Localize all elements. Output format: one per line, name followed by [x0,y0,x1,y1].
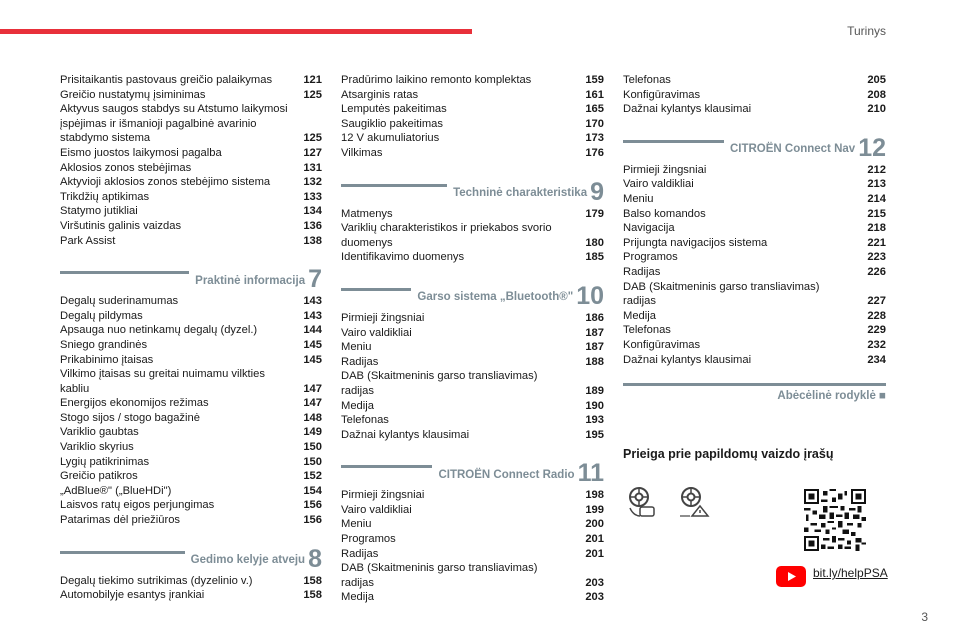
toc-entry-page: 131 [303,161,322,174]
toc-entry-page: 150 [303,441,322,454]
toc-entry-title: DAB (Skaitmeninis garso transliavimas) radijas [341,562,538,589]
toc-entry-page: 138 [303,234,322,247]
toc-entry-title: Vilkimo įtaisas su greitai nuimamu vilkties kabliu [60,368,265,395]
toc-entry-page: 193 [585,414,604,427]
toc-entry-page: 198 [585,489,604,502]
toc-entry-page: 187 [585,341,604,354]
toc-entry-title: Vairo valdikliai [341,503,412,516]
toc-entry-page: 158 [303,574,322,587]
toc-entry-title: Lemputės pakeitimas [341,103,447,116]
toc-entry-title: Balso komandos [623,207,706,220]
toc-group [341,311,604,442]
toc-entry-page: 179 [585,207,604,220]
toc-entry-title: Navigacija [623,222,675,235]
toc-entry-page: 234 [867,353,886,366]
toc-entry-page: 156 [303,499,322,512]
toc-entry-page: 170 [585,117,604,130]
toc-entry[interactable] [60,353,322,368]
youtube-icon[interactable] [776,566,806,587]
toc-entry-page: 226 [867,265,886,278]
toc-entry[interactable] [341,561,604,590]
toc-entry[interactable] [60,455,322,470]
toc-entry[interactable] [623,192,886,207]
toc-entry-title: Meniu [623,192,654,205]
toc-entry-page: 158 [303,589,322,602]
toc-entry[interactable] [623,236,886,251]
toc-entry[interactable] [341,117,604,132]
toc-group [60,73,322,248]
toc-entry-page: 205 [867,74,886,86]
toc-entry-page: 145 [303,338,322,351]
toc-entry-title: Atsarginis ratas [341,88,419,101]
toc-entry-title: Vairo valdikliai [341,326,412,339]
toc-entry-page: 156 [303,514,322,527]
toc-entry[interactable] [341,369,604,398]
toc-entry-title: Radijas [341,547,379,560]
toc-entry[interactable] [623,102,886,117]
chapter-11-header [341,458,604,486]
toc-entry[interactable] [341,102,604,117]
toc-entry-page: 188 [585,355,604,368]
toc-entry-title: Degalų pildymas [60,309,143,322]
chapter-number: 9 [590,177,604,206]
toc-entry-page: 186 [585,311,604,324]
toc-group [341,207,604,265]
toc-entry-page: 190 [585,399,604,412]
toc-entry[interactable] [341,311,604,326]
toc-entry-title: Pradūrimo laikino remonto komplektas [341,74,532,86]
toc-column-2 [341,73,604,605]
toc-entry-page: 145 [303,353,322,366]
toc-entry-page: 203 [585,576,604,589]
toc-entry-title: Greičio patikros [60,470,138,483]
toc-entry[interactable] [341,250,604,265]
toc-entry-page: 232 [867,338,886,351]
toc-entry[interactable] [623,309,886,324]
toc-entry-page: 176 [585,146,604,159]
chapter-8-header [60,544,322,572]
toc-entry-page: 161 [585,88,604,101]
toc-entry-page: 215 [867,207,886,220]
toc-entry-page: 195 [585,428,604,441]
toc-entry-page: 144 [303,324,322,337]
chapter-number: 12 [858,133,886,162]
toc-entry-title: Degalų suderinamumas [60,295,179,308]
toc-entry-page: 125 [303,132,322,145]
toc-entry[interactable] [60,484,322,499]
toc-entry-title: Matmenys [341,207,393,220]
toc-entry[interactable] [60,338,322,353]
toc-entry[interactable] [623,88,886,103]
toc-entry-title: Greičio nustatymų įsiminimas [60,88,206,101]
toc-entry-title: Eismo juostos laikymosi pagalba [60,146,222,159]
toc-entry-page: 121 [303,74,322,86]
toc-entry[interactable] [60,73,322,88]
toc-entry-page: 180 [585,236,604,249]
toc-entry[interactable] [60,102,322,146]
toc-entry-page: 189 [585,384,604,397]
toc-entry[interactable] [623,73,886,88]
toc-entry-title: Variklių charakteristikos ir priekabos svorio duomenys [341,222,552,249]
toc-entry-title: Dažnai kylantys klausimai [623,353,752,366]
toc-entry-title: Aktyvioji aklosios zonos stebėjimo sistema [60,176,271,189]
toc-entry[interactable] [341,399,604,414]
toc-entry-page: 125 [303,88,322,101]
toc-entry[interactable] [60,396,322,411]
toc-entry-page: 173 [585,132,604,145]
extra-videos-title: Prieiga prie papildomų vaizdo įrašų [623,447,834,461]
toc-entry-page: 199 [585,503,604,516]
toc-entry[interactable] [341,207,604,222]
toc-entry-page: 203 [585,591,604,604]
toc-entry[interactable] [341,488,604,503]
toc-entry-page: 143 [303,295,322,308]
toc-entry-page: 213 [867,178,886,191]
toc-entry[interactable] [60,513,322,528]
toc-entry-title: Prisitaikantis pastovaus greičio palaikymas [60,74,273,86]
chapter-12-header [623,133,886,161]
chapter-title[interactable]: Gedimo kelyje atveju [190,554,306,567]
toc-entry-page: 143 [303,309,322,322]
toc-entry-title: Konfigūravimas [623,338,701,351]
toc-entry-title: Variklio gaubtas [60,426,139,439]
toc-entry[interactable] [60,175,322,190]
toc-entry-title: Radijas [341,355,379,368]
toc-entry[interactable] [60,498,322,513]
toc-entry-title: Aklosios zonos stebėjimas [60,161,192,174]
toc-entry-page: 185 [585,251,604,264]
chapter-title[interactable]: CITROËN Connect Nav [729,143,856,156]
toc-entry-title: Pirmieji žingsniai [623,163,707,176]
chapter-number: 10 [576,281,604,310]
qr-code-icon[interactable] [804,489,866,551]
toc-column-3 [623,73,886,405]
toc-entry-title: Konfigūravimas [623,88,701,101]
toc-entry-title: Degalų tiekimo sutrikimas (dyzelinio v.) [60,574,253,587]
toc-entry-title: Telefonas [341,414,389,427]
toc-entry[interactable] [341,221,604,250]
toc-entry-title: DAB (Skaitmeninis garso transliavimas) radijas [623,280,820,308]
toc-entry[interactable] [341,590,604,605]
alphabetical-index-link[interactable]: Abėcėlinė rodyklė ■ [777,390,886,403]
toc-entry[interactable] [623,338,886,353]
header-accent-bar [0,29,472,34]
toc-entry-title: Telefonas [623,324,671,337]
toc-entry-page: 200 [585,518,604,531]
toc-entry-title: Dažnai kylantys klausimai [623,103,752,116]
toc-entry[interactable] [341,88,604,103]
toc-entry-page: 132 [303,176,322,189]
toc-entry-page: 165 [585,103,604,116]
toc-entry-title: Vairo valdikliai [623,178,694,191]
toc-entry-page: 229 [867,324,886,337]
toc-entry-title: Programos [341,533,396,546]
toc-entry[interactable] [60,323,322,338]
toc-entry-title: Identifikavimo duomenys [341,251,465,264]
toc-entry-page: 150 [303,455,322,468]
toc-entry[interactable] [60,309,322,324]
toc-entry-title: Meniu [341,518,372,531]
toc-entry[interactable] [60,219,322,234]
toc-entry[interactable] [60,161,322,176]
toc-group [623,73,886,117]
toc-entry[interactable] [60,294,322,309]
toc-entry-title: Prijungta navigacijos sistema [623,236,768,249]
toc-entry[interactable] [341,517,604,532]
toc-entry-page: 147 [303,397,322,410]
toc-entry-page: 127 [303,146,322,159]
toc-entry-title: Pirmieji žingsniai [341,311,425,324]
help-video-link[interactable]: bit.ly/helpPSA [813,566,888,580]
page-number: 3 [921,610,928,624]
toc-column-1 [60,73,322,603]
toc-entry[interactable] [60,425,322,440]
toc-entry-title: 12 V akumuliatorius [341,132,440,145]
chapter-title[interactable]: Garso sistema „Bluetooth®" [417,291,574,304]
toc-entry-page: 221 [867,236,886,249]
toc-entry-page: 227 [867,295,886,308]
toc-entry-page: 201 [585,533,604,546]
toc-entry[interactable] [623,353,886,368]
toc-entry[interactable] [341,146,604,161]
toc-entry[interactable] [60,367,322,396]
toc-entry-title: Radijas [623,265,661,278]
toc-entry-page: 148 [303,411,322,424]
toc-entry-page: 228 [867,309,886,322]
toc-entry[interactable] [341,355,604,370]
toc-entry-title: Apsauga nuo netinkamų degalų (dyzel.) [60,324,258,337]
toc-entry-page: 147 [303,382,322,395]
toc-entry-page: 152 [303,470,322,483]
toc-entry-title: Patarimas dėl priežiūros [60,514,181,527]
toc-entry-title: Meniu [341,341,372,354]
toc-entry-title: Viršutinis galinis vaizdas [60,219,182,232]
toc-entry-title: Laisvos ratų eigos perjungimas [60,499,215,512]
wheel-warning-icon [678,486,712,520]
toc-entry[interactable] [341,73,604,88]
toc-group [60,294,322,528]
toc-entry-title: Trikdžių aptikimas [60,190,150,203]
toc-entry-title: „AdBlue®" („BlueHDi") [60,484,172,497]
toc-entry-title: Variklio skyrius [60,441,134,454]
toc-entry-title: Telefonas [623,74,671,86]
toc-entry-page: 208 [867,88,886,101]
toc-entry-title: Saugiklio pakeitimas [341,117,443,130]
toc-entry-page: 201 [585,547,604,560]
toc-entry[interactable] [623,265,886,280]
toc-entry[interactable] [341,340,604,355]
page-header-title: Turinys [847,24,886,38]
toc-entry[interactable] [60,234,322,249]
chapter-10-header [341,281,604,309]
toc-entry[interactable] [623,163,886,178]
toc-entry-title: Statymo jutikliai [60,205,138,218]
toc-entry-page: 159 [585,74,604,86]
toc-entry-page: 212 [867,163,886,176]
alphabetical-index-header [623,383,886,405]
toc-entry-title: Stogo sijos / stogo bagažinė [60,411,200,424]
toc-entry[interactable] [60,469,322,484]
toc-group [341,73,604,161]
toc-entry-page: 187 [585,326,604,339]
toc-entry-page: 154 [303,484,322,497]
toc-entry[interactable] [341,131,604,146]
toc-entry-title: Prikabinimo įtaisas [60,353,154,366]
toc-entry-page: 210 [867,103,886,116]
chapter-number: 8 [308,544,322,573]
toc-entry[interactable] [341,503,604,518]
chapter-title[interactable]: Praktinė informacija [195,274,306,287]
toc-entry[interactable] [623,221,886,236]
toc-entry[interactable] [60,190,322,205]
toc-entry-page: 136 [303,219,322,232]
toc-entry[interactable] [623,207,886,222]
toc-entry[interactable] [60,411,322,426]
toc-entry-title: Pirmieji žingsniai [341,489,425,502]
toc-entry-title: DAB (Skaitmeninis garso transliavimas) radijas [341,370,538,397]
toc-entry[interactable] [60,574,322,589]
toc-entry[interactable] [341,428,604,443]
toc-entry[interactable] [623,280,886,309]
toc-group [623,163,886,367]
chapter-number: 11 [577,459,604,488]
chapter-9-header [341,177,604,205]
toc-entry-title: Park Assist [60,234,116,247]
chapter-title[interactable]: CITROËN Connect Radio [438,468,575,481]
toc-entry[interactable] [60,588,322,603]
wheel-service-icon [626,486,660,520]
toc-entry-page: 133 [303,190,322,203]
toc-entry-title: Energijos ekonomijos režimas [60,397,209,410]
chapter-divider [623,383,886,386]
toc-entry-title: Dažnai kylantys klausimai [341,428,470,441]
chapter-7-header [60,264,322,292]
chapter-number: 7 [308,265,322,294]
toc-entry[interactable] [60,204,322,219]
toc-entry[interactable] [60,146,322,161]
toc-entry-title: Programos [623,251,678,264]
toc-entry-title: Aktyvus saugos stabdys su Atstumo laikymosi įspėjimas ir išmanioji pagalbinė avarinio stabdymo sistema [60,103,288,145]
toc-entry-title: Lygių patikrinimas [60,455,150,468]
toc-entry[interactable] [341,413,604,428]
toc-entry[interactable] [623,177,886,192]
toc-entry[interactable] [341,532,604,547]
toc-entry-title: Medija [341,399,374,412]
toc-entry[interactable] [60,440,322,455]
toc-entry[interactable] [341,326,604,341]
toc-entry-page: 223 [867,251,886,264]
toc-entry-title: Vilkimas [341,146,383,159]
toc-entry-title: Medija [623,309,656,322]
toc-entry[interactable] [623,323,886,338]
toc-group [60,574,322,603]
toc-group [341,488,604,605]
toc-entry-title: Medija [341,591,374,604]
toc-entry-page: 134 [303,205,322,218]
toc-entry-title: Sniego grandinės [60,338,148,351]
toc-entry[interactable] [341,547,604,562]
toc-entry-page: 149 [303,426,322,439]
toc-entry-page: 218 [867,222,886,235]
toc-entry-title: Automobilyje esantys įrankiai [60,589,205,602]
chapter-title[interactable]: Techninė charakteristika [453,186,588,199]
toc-entry[interactable] [623,250,886,265]
toc-entry[interactable] [60,88,322,103]
toc-entry-page: 214 [867,192,886,205]
